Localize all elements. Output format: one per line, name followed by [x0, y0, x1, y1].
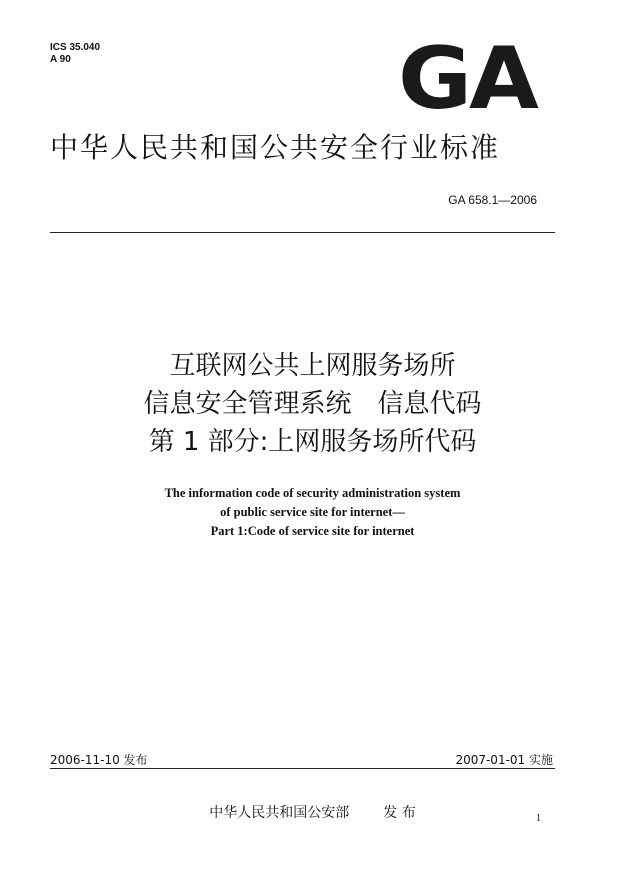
publisher-name: 中华人民共和国公安部 [209, 805, 350, 821]
org-title: 中华人民共和国公共安全行业标准 [50, 131, 501, 164]
chinese-title-line-1: 互联网公共上网服务场所 [169, 351, 456, 381]
publisher-action: 发 布 [383, 805, 416, 821]
issue-date: 2006-11-10 发布 [50, 753, 148, 767]
chinese-title-line-2: 信息安全管理系统 信息代码 [143, 389, 482, 419]
chinese-title-line-3: 第 1 部分:上网服务场所代码 [148, 427, 477, 457]
ccs-code: A 90 [50, 54, 71, 65]
standard-number: GA 658.1—2006 [448, 193, 537, 207]
english-title [0, 484, 625, 541]
publisher [0, 802, 625, 822]
english-title-line-2: of public service site for internet— [220, 505, 405, 519]
top-divider [50, 232, 555, 233]
chinese-title [0, 347, 625, 461]
english-title-line-1: The information code of security administration system [164, 486, 461, 500]
bottom-divider [50, 768, 555, 769]
classification-codes [50, 42, 100, 66]
page-number: 1 [536, 813, 541, 824]
english-title-line-3: Part 1:Code of service site for internet [210, 524, 415, 538]
ga-logo: GA [398, 29, 536, 129]
implementation-date: 2007-01-01 实施 [455, 753, 553, 767]
ics-code: ICS 35.040 [50, 42, 101, 53]
